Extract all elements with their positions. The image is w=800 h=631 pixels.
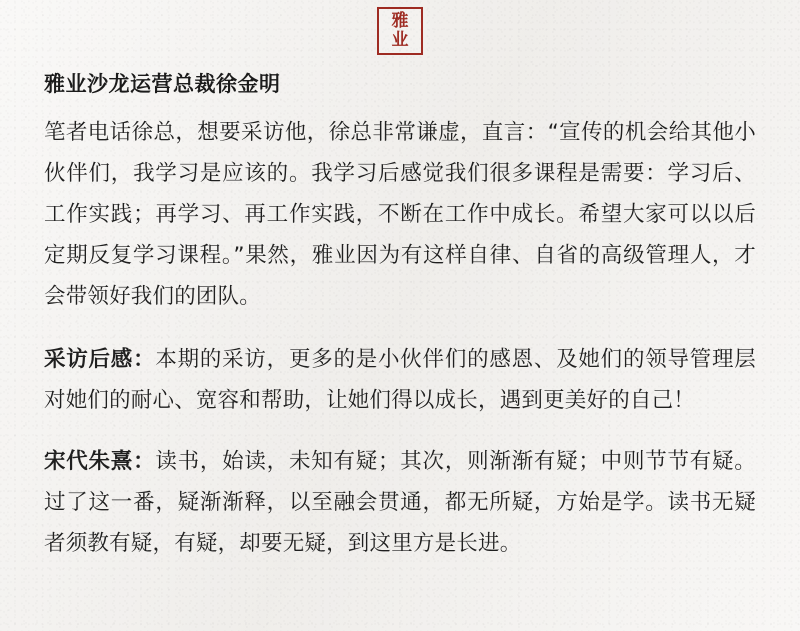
- paragraph-interview-reflection-text: 本期的采访，更多的是小伙伴们的感恩、及她们的领导管理层对她们的耐心、宽容和帮助，让她们得以成长，遇到更美好的自己！: [44, 347, 756, 413]
- paragraph-intro: [44, 112, 756, 317]
- document-content: [0, 68, 800, 564]
- brand-seal-icon: [377, 7, 423, 55]
- page-title: 雅业沙龙运营总裁徐金明: [44, 72, 281, 96]
- seal-character-top: 雅: [391, 11, 409, 31]
- paragraph-intro-text: 笔者电话徐总，想要采访他，徐总非常谦虚，直言：“宣传的机会给其他小伙伴们，我学习是应该的。我学习后感觉我们很多课程是需要：学习后、工作实践；再学习、再工作实践，不断在工作中成长。希望大家可以以后定期反复学习课程。”果然，雅业因为有这样自律、自省的高级管理人，才会带领好我们的团队。: [44, 120, 756, 309]
- paragraph-interview-reflection: [44, 339, 756, 421]
- paragraph-interview-reflection-lead: 采访后感：: [44, 347, 156, 372]
- paragraph-zhuxi-quote-lead: 宋代朱熹：: [44, 449, 156, 474]
- seal-area: [0, 0, 800, 62]
- paragraph-zhuxi-quote-text: 读书，始读，未知有疑；其次，则渐渐有疑；中则节节有疑。过了这一番，疑渐渐释，以至融会贯通，都无所疑，方始是学。读书无疑者须教有疑，有疑，却要无疑，到这里方是长进。: [44, 449, 756, 556]
- seal-character-bottom: 业: [391, 30, 409, 50]
- paragraph-zhuxi-quote: [44, 441, 756, 564]
